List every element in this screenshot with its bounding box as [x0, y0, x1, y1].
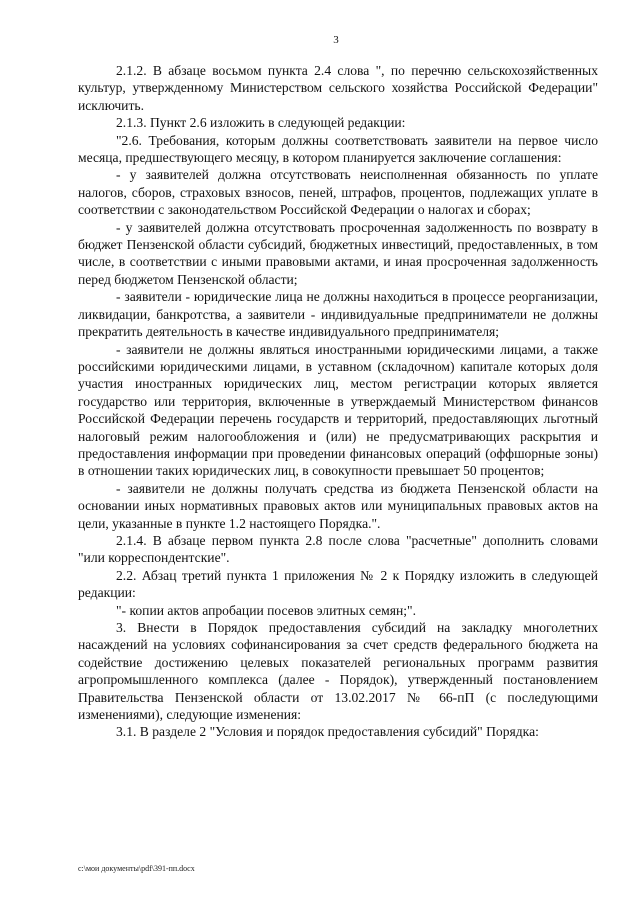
- page-number: 3: [333, 34, 339, 46]
- paragraph-2-6-intro: "2.6. Требования, которым должны соответствовать заявители на первое число месяца, предшествующего месяцу, в котором планируется заключение соглашения:: [78, 132, 598, 166]
- requirement-debt: - у заявителей должна отсутствовать просроченная задолженность по возврату в бюджет Пензенской области субсидий, бюджетных инвестиций, предоставленных, в том числе, в соответствии с иными правовыми актами, и иная просроченная задолженность перед бюджетом Пензенской области;: [78, 219, 598, 287]
- paragraph-3: 3. Внести в Порядок предоставления субсидий на закладку многолетних насаждений на условиях софинансирования за счет средств федерального бюджета на содействие достижению целевых показателей региональных программ развития агропромышленного комплекса (далее - Порядок), утвержденный постановлением Правительства Пензенской области от 13.02.2017 № 66-пП (с последующими изменениями), следующие изменения:: [78, 620, 598, 723]
- paragraph-copies: "- копии актов апробации посевов элитных семян;".: [116, 602, 416, 618]
- paragraph-2-2: 2.2. Абзац третий пункта 1 приложения № 2 к Порядку изложить в следующей редакции:: [78, 567, 598, 601]
- requirement-funds: - заявители не должны получать средства из бюджета Пензенской области на основании иных нормативных правовых актов или муниципальных правовых актов на цели, указанные в пункте 1.2 настоящего Порядка.".: [78, 480, 598, 531]
- paragraph-2-1-2: 2.1.2. В абзаце восьмом пункта 2.4 слова ", по перечню сельскохозяйственных культур, утвержденному Министерством сельского хозяйства Российской Федерации" исключить.: [78, 63, 598, 113]
- requirement-foreign: - заявители не должны являться иностранными юридическими лицами, а также российскими юридическими лицами, в уставном (складочном) капитале которых доля участия иностранных юридических лиц, местом регистрации которых является государство или территория, включенные в утверждаемый Министерством финансов Российской Федерации перечень государств и территорий, предоставляющих льготный налоговый режим налогообложения и (или) не предусматривающих раскрытия и предоставления информации при проведении финансовых операций (оффшорные зоны) в отношении таких юридических лиц, в совокупности превышает 50 процентов;: [78, 341, 598, 479]
- paragraph-2-1-4: 2.1.4. В абзаце первом пункта 2.8 после слова "расчетные" дополнить словами "или корреспондентские".: [78, 532, 598, 566]
- requirement-taxes: - у заявителей должна отсутствовать неисполненная обязанность по уплате налогов, сборов, страховых взносов, пеней, штрафов, процентов, подлежащих уплате в соответствии с законодательством Российской Федерации о налогах и сборах;: [78, 167, 598, 218]
- document-body: [78, 62, 598, 741]
- footer-file-path: c:\мои документы\pdf\391-пп.docx: [78, 864, 195, 873]
- requirement-reorganization: - заявители - юридические лица не должны находиться в процессе реорганизации, ликвидации, банкротства, а заявители - индивидуальные предприниматели не должны прекратить деятельность в качестве индивидуального предпринимателя;: [78, 289, 598, 340]
- paragraph-3-1: 3.1. В разделе 2 "Условия и порядок предоставления субсидий" Порядка:: [116, 724, 539, 740]
- paragraph-2-1-3: 2.1.3. Пункт 2.6 изложить в следующей редакции:: [116, 115, 406, 131]
